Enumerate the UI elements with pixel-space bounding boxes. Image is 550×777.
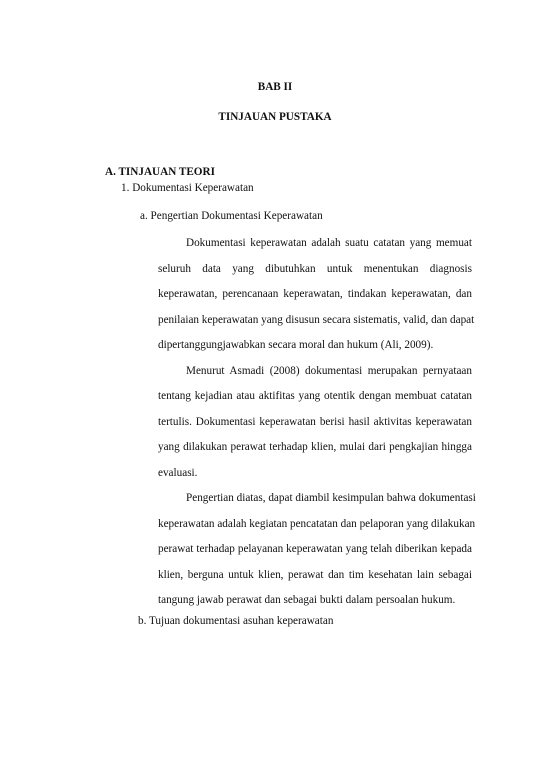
paragraph-2-line-5: evaluasi. — [158, 467, 198, 479]
paragraph-3-line-4: klien, berguna untuk klien, perawat dan tim kesehatan lain sebagai — [158, 569, 472, 581]
paragraph-3-line-3: perawat terhadap pelayanan keperawatan yang telah diberikan kepada — [158, 543, 472, 555]
paragraph-1-line-1: Dokumentasi keperawatan adalah suatu catatan yang memuat — [186, 237, 472, 249]
section-heading: A. TINJAUAN TEORI — [105, 166, 215, 178]
paragraph-1-line-2: seluruh data yang dibutuhkan untuk menentukan diagnosis — [158, 263, 472, 275]
paragraph-2-line-1: Menurut Asmadi (2008) dokumentasi merupakan pernyataan — [186, 365, 472, 377]
paragraph-1-line-3: keperawatan, perencanaan keperawatan, tindakan keperawatan, dan — [158, 288, 472, 300]
item-b-heading: b. Tujuan dokumentasi asuhan keperawatan — [138, 615, 334, 627]
paragraph-1-line-5: dipertanggungjawabkan secara moral dan hukum (Ali, 2009). — [158, 339, 434, 351]
paragraph-3-line-5: tangung jawab perawat dan sebagai bukti dalam persoalan hukum. — [158, 594, 456, 606]
paragraph-2-line-4: yang dilakukan perawat terhadap klien, mulai dari pengkajian hingga — [158, 441, 472, 453]
paragraph-3-line-2: keperawatan adalah kegiatan pencatatan dan pelaporan yang dilakukan — [158, 518, 476, 530]
paragraph-2-line-3: tertulis. Dokumentasi keperawatan berisi hasil aktivitas keperawatan — [158, 416, 472, 428]
item-a-heading: a. Pengertian Dokumentasi Keperawatan — [140, 210, 323, 222]
chapter-number: BAB II — [257, 81, 293, 93]
subsection-heading: 1. Dokumentasi Keperawatan — [121, 182, 254, 194]
paragraph-1-line-4: penilaian keperawatan yang disusun secara sistematis, valid, dan dapat — [158, 314, 475, 326]
paragraph-3-line-1: Pengertian diatas, dapat diambil kesimpulan bahwa dokumentasi — [186, 492, 476, 504]
paragraph-2-line-2: tentang kejadian atau aktifitas yang otentik dengan membuat catatan — [158, 390, 472, 402]
chapter-title: TINJAUAN PUSTAKA — [218, 111, 332, 123]
